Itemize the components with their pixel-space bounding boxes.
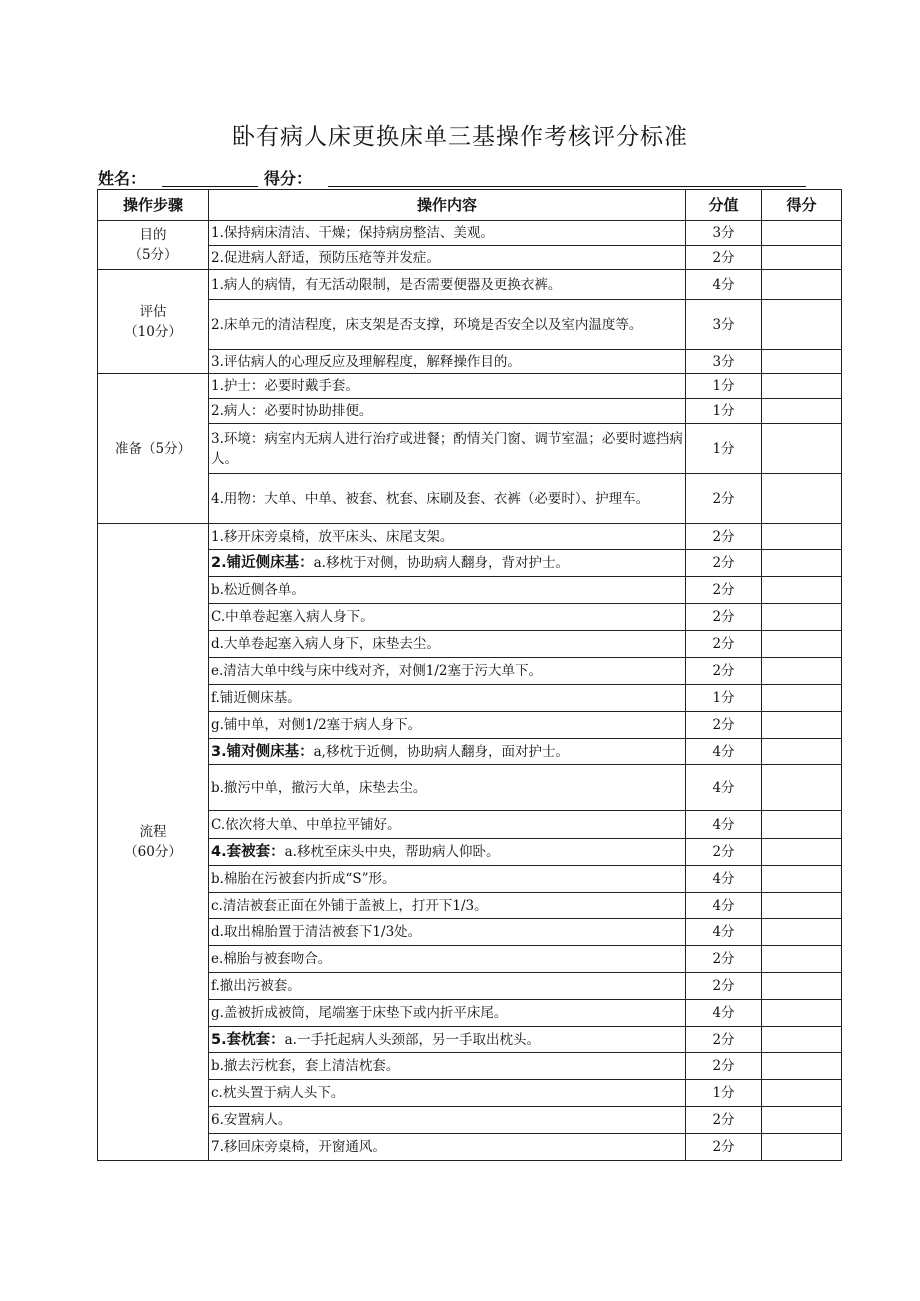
info-line — [98, 166, 808, 188]
score-cell[interactable] — [762, 524, 842, 550]
step-heading: 3.铺对侧床基： — [211, 743, 314, 760]
content-cell — [209, 893, 686, 919]
value-cell: 1分 — [686, 399, 762, 424]
content-cell — [209, 765, 686, 811]
table-row — [98, 474, 842, 524]
step-text: a.移枕至床头中央，帮助病人仰卧。 — [284, 844, 500, 860]
section-cell — [98, 374, 209, 524]
score-cell[interactable] — [762, 658, 842, 685]
content-cell — [209, 246, 686, 270]
header-value: 分值 — [686, 190, 762, 221]
score-cell[interactable] — [762, 712, 842, 739]
score-cell[interactable] — [762, 1053, 842, 1080]
content-cell — [209, 946, 686, 973]
step-text: 1.保持病床清洁、干燥；保持病房整洁、美观。 — [211, 225, 494, 241]
score-cell[interactable] — [762, 739, 842, 765]
header-step: 操作步骤 — [98, 190, 209, 221]
table-row — [98, 424, 842, 474]
value-cell: 3分 — [686, 300, 762, 350]
table-row — [98, 1027, 842, 1053]
score-cell[interactable] — [762, 811, 842, 839]
section-cell — [98, 524, 209, 1161]
table-row — [98, 300, 842, 350]
step-text: 1.护士：必要时戴手套。 — [211, 378, 359, 394]
value-cell: 2分 — [686, 658, 762, 685]
content-cell — [209, 919, 686, 946]
content-cell — [209, 685, 686, 712]
score-cell[interactable] — [762, 685, 842, 712]
score-cell[interactable] — [762, 270, 842, 300]
section-points: （60分） — [124, 844, 182, 860]
value-cell: 4分 — [686, 866, 762, 893]
table-row — [98, 866, 842, 893]
table-row — [98, 1053, 842, 1080]
table-row — [98, 550, 842, 577]
section-name: 目的 — [139, 227, 167, 243]
value-cell: 4分 — [686, 739, 762, 765]
content-cell — [209, 1000, 686, 1027]
content-cell — [209, 577, 686, 604]
content-cell — [209, 1053, 686, 1080]
score-cell[interactable] — [762, 1107, 842, 1134]
content-cell — [209, 739, 686, 765]
table-row — [98, 577, 842, 604]
name-label: 姓名： — [98, 169, 147, 188]
step-text: C.中单卷起塞入病人身下。 — [211, 609, 374, 625]
section-cell — [98, 270, 209, 374]
step-text: a.一手托起病人头颈部，另一手取出枕头。 — [284, 1031, 540, 1048]
score-cell[interactable] — [762, 765, 842, 811]
table-row — [98, 1107, 842, 1134]
score-cell[interactable] — [762, 973, 842, 1000]
step-text: d.取出棉胎置于清洁被套下1/3处。 — [211, 924, 422, 940]
content-cell — [209, 270, 686, 300]
step-text: 3.评估病人的心理反应及理解程度，解释操作目的。 — [211, 353, 521, 370]
step-heading: 5.套枕套： — [211, 1031, 285, 1048]
value-cell: 2分 — [686, 246, 762, 270]
score-cell[interactable] — [762, 604, 842, 631]
table-row — [98, 946, 842, 973]
table-row — [98, 658, 842, 685]
section-points: （5分） — [128, 247, 178, 263]
value-cell: 1分 — [686, 685, 762, 712]
score-cell[interactable] — [762, 300, 842, 350]
score-cell[interactable] — [762, 350, 842, 374]
table-row — [98, 839, 842, 866]
value-cell: 3分 — [686, 221, 762, 246]
content-cell — [209, 221, 686, 246]
value-cell: 1分 — [686, 374, 762, 399]
section-name: 准备（5分） — [114, 440, 192, 457]
content-cell — [209, 631, 686, 658]
content-cell — [209, 1107, 686, 1134]
table-row — [98, 1000, 842, 1027]
step-text: C.依次将大单、中单拉平铺好。 — [211, 816, 401, 833]
score-cell[interactable] — [762, 631, 842, 658]
step-text: b.松近侧各单。 — [211, 582, 305, 598]
content-cell — [209, 866, 686, 893]
table-row — [98, 246, 842, 270]
step-text: 7.移回床旁桌椅，开窗通风。 — [211, 1139, 386, 1155]
score-cell[interactable] — [762, 374, 842, 399]
score-cell[interactable] — [762, 893, 842, 919]
content-cell — [209, 350, 686, 374]
score-label: 得分： — [264, 169, 313, 188]
value-cell: 1分 — [686, 424, 762, 474]
value-cell: 2分 — [686, 524, 762, 550]
table-row — [98, 765, 842, 811]
step-text: 2.床单元的清洁程度，床支架是否支撑，环境是否安全以及室内温度等。 — [211, 316, 643, 333]
score-cell[interactable] — [762, 1134, 842, 1161]
value-cell: 2分 — [686, 1027, 762, 1053]
score-cell[interactable] — [762, 424, 842, 474]
table-row — [98, 399, 842, 424]
step-text: d.大单卷起塞入病人身下，床垫去尘。 — [211, 636, 440, 652]
content-cell — [209, 1080, 686, 1107]
value-cell: 4分 — [686, 811, 762, 839]
content-cell — [209, 374, 686, 399]
content-cell — [209, 524, 686, 550]
value-cell: 3分 — [686, 350, 762, 374]
step-text: b.撤去污枕套，套上清洁枕套。 — [211, 1058, 400, 1074]
value-cell: 2分 — [686, 973, 762, 1000]
page-title: 卧有病人床更换床单三基操作考核评分标准 — [232, 124, 688, 150]
value-cell: 2分 — [686, 839, 762, 866]
content-cell — [209, 811, 686, 839]
table-row — [98, 221, 842, 246]
table-row — [98, 811, 842, 839]
table-row — [98, 1080, 842, 1107]
score-cell[interactable] — [762, 946, 842, 973]
section-cell — [98, 221, 209, 270]
content-cell — [209, 973, 686, 1000]
section-name: 评估 — [139, 303, 167, 320]
step-text: c.清洁被套正面在外铺于盖被上，打开下1/3。 — [211, 897, 488, 914]
scoring-table — [97, 189, 842, 1161]
value-cell: 2分 — [686, 604, 762, 631]
step-text: 1.移开床旁桌椅，放平床头、床尾支架。 — [211, 528, 454, 545]
table-row — [98, 604, 842, 631]
value-cell: 4分 — [686, 1000, 762, 1027]
step-text: c.枕头置于病人头下。 — [211, 1085, 345, 1101]
table-row — [98, 893, 842, 919]
step-text: e.棉胎与被套吻合。 — [211, 951, 332, 967]
content-cell — [209, 550, 686, 577]
step-text: b.棉胎在污被套内折成“S”形。 — [211, 871, 396, 887]
content-cell — [209, 424, 686, 474]
step-heading: 2.铺近侧床基： — [211, 555, 314, 571]
value-cell: 2分 — [686, 474, 762, 524]
step-text: 2.病人：必要时协助排便。 — [211, 403, 373, 419]
step-heading: 4.套被套： — [211, 844, 285, 860]
table-row — [98, 739, 842, 765]
step-text: a,移枕于近侧，协助病人翻身，面对护士。 — [313, 743, 569, 760]
score-cell[interactable] — [762, 1027, 842, 1053]
value-cell: 1分 — [686, 1080, 762, 1107]
step-text: 4.用物：大单、中单、被套、枕套、床刷及套、衣裤（必要时）、护理车。 — [211, 490, 650, 507]
value-cell: 2分 — [686, 631, 762, 658]
header-content: 操作内容 — [209, 190, 686, 221]
score-cell[interactable] — [762, 577, 842, 604]
content-cell — [209, 658, 686, 685]
content-cell — [209, 399, 686, 424]
table-row — [98, 919, 842, 946]
score-cell[interactable] — [762, 474, 842, 524]
score-cell[interactable] — [762, 866, 842, 893]
table-row — [98, 712, 842, 739]
score-cell[interactable] — [762, 919, 842, 946]
table-row — [98, 524, 842, 550]
score-cell[interactable] — [762, 1000, 842, 1027]
value-cell: 2分 — [686, 550, 762, 577]
value-cell: 2分 — [686, 946, 762, 973]
score-cell[interactable] — [762, 550, 842, 577]
content-cell — [209, 474, 686, 524]
value-cell: 2分 — [686, 1107, 762, 1134]
content-cell — [209, 1027, 686, 1053]
step-text: f.撤出污被套。 — [211, 978, 301, 994]
score-blank[interactable] — [328, 186, 806, 187]
value-cell: 4分 — [686, 765, 762, 811]
step-text: g.铺中单，对侧1/2塞于病人身下。 — [211, 717, 422, 733]
value-cell: 2分 — [686, 712, 762, 739]
value-cell: 4分 — [686, 919, 762, 946]
score-cell[interactable] — [762, 839, 842, 866]
header-score: 得分 — [762, 190, 842, 221]
table-header-row — [98, 190, 842, 221]
table-row — [98, 973, 842, 1000]
value-cell: 2分 — [686, 577, 762, 604]
content-cell — [209, 300, 686, 350]
content-cell — [209, 839, 686, 866]
value-cell: 2分 — [686, 1134, 762, 1161]
table-row — [98, 631, 842, 658]
value-cell: 4分 — [686, 270, 762, 300]
score-cell[interactable] — [762, 221, 842, 246]
section-name: 流程 — [139, 824, 167, 840]
step-text: 2.促进病人舒适，预防压疮等并发症。 — [211, 249, 440, 266]
table-row — [98, 270, 842, 300]
content-cell — [209, 604, 686, 631]
name-blank[interactable] — [162, 186, 258, 187]
table-row — [98, 350, 842, 374]
content-cell — [209, 712, 686, 739]
table-row — [98, 685, 842, 712]
content-cell — [209, 1134, 686, 1161]
table-row — [98, 1134, 842, 1161]
step-text: b.撤污中单，撤污大单，床垫去尘。 — [211, 779, 427, 796]
value-cell: 4分 — [686, 893, 762, 919]
step-text: e.清洁大单中线与床中线对齐，对侧1/2塞于污大单下。 — [211, 663, 543, 679]
section-points: （10分） — [124, 323, 182, 340]
step-text: 1.病人的病情，有无活动限制，是否需要便器及更换衣裤。 — [211, 276, 562, 293]
step-text: 6.安置病人。 — [211, 1112, 292, 1128]
step-text: 3.环境：病室内无病人进行治疗或进餐；酌情关门窗、调节室温；必要时遮挡病人。 — [211, 430, 683, 467]
score-cell[interactable] — [762, 246, 842, 270]
step-text: f.铺近侧床基。 — [211, 690, 301, 706]
table-row — [98, 374, 842, 399]
value-cell: 2分 — [686, 1053, 762, 1080]
step-text: a.移枕于对侧，协助病人翻身，背对护士。 — [313, 555, 569, 571]
score-cell[interactable] — [762, 399, 842, 424]
step-text: g.盖被折成被筒，尾端塞于床垫下或内折平床尾。 — [211, 1005, 508, 1021]
score-cell[interactable] — [762, 1080, 842, 1107]
